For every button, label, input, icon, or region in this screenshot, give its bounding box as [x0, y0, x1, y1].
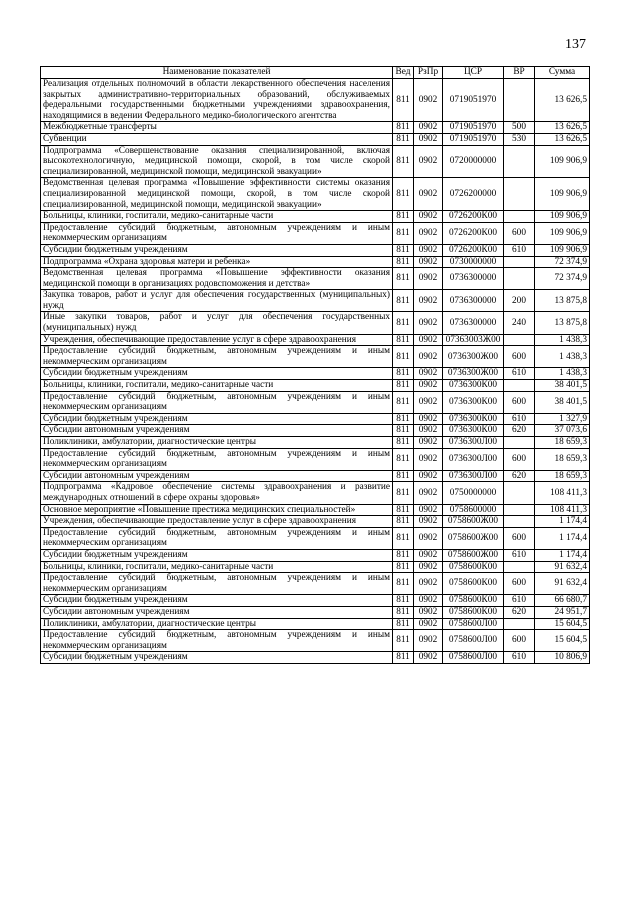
- cell-sum: 13 626,5: [535, 122, 590, 134]
- table-row: [41, 79, 590, 122]
- cell-ved: 811: [393, 380, 414, 392]
- table-row: [41, 618, 590, 630]
- cell-csr: 0736300К00: [443, 391, 504, 413]
- cell-ved: 811: [393, 312, 414, 334]
- table-row: [41, 256, 590, 268]
- cell-ved: 811: [393, 595, 414, 607]
- cell-sum: 91 632,4: [535, 561, 590, 573]
- cell-rzpr: 0902: [414, 368, 443, 380]
- cell-name: Предоставление субсидий бюджетным, автономным учреждениям и иным некоммерческим организациям: [41, 222, 393, 244]
- cell-csr: 0736300К00: [443, 425, 504, 437]
- table-row: [41, 504, 590, 516]
- cell-sum: 109 906,9: [535, 178, 590, 211]
- cell-rzpr: 0902: [414, 244, 443, 256]
- page-number: 137: [565, 37, 586, 52]
- cell-ved: 811: [393, 470, 414, 482]
- table-row: [41, 413, 590, 425]
- cell-csr: 0736300К00: [443, 413, 504, 425]
- cell-ved: 811: [393, 425, 414, 437]
- cell-csr: 0758600Ж00: [443, 549, 504, 561]
- table-row: [41, 561, 590, 573]
- table-row: [41, 380, 590, 392]
- cell-name: Предоставление субсидий бюджетным, автономным учреждениям и иным некоммерческим организациям: [41, 630, 393, 652]
- cell-csr: 0720000000: [443, 145, 504, 178]
- cell-vr: [504, 211, 535, 223]
- cell-sum: 37 073,6: [535, 425, 590, 437]
- table-row: [41, 122, 590, 134]
- cell-rzpr: 0902: [414, 133, 443, 145]
- cell-ved: 811: [393, 391, 414, 413]
- cell-rzpr: 0902: [414, 437, 443, 449]
- cell-sum: 1 438,3: [535, 346, 590, 368]
- cell-sum: 1 174,4: [535, 527, 590, 549]
- table-row: [41, 222, 590, 244]
- cell-sum: 13 875,8: [535, 290, 590, 312]
- cell-vr: 600: [504, 573, 535, 595]
- cell-vr: [504, 79, 535, 122]
- cell-rzpr: 0902: [414, 391, 443, 413]
- header-ved: Вед: [393, 67, 414, 79]
- budget-table: [40, 66, 590, 664]
- cell-csr: 0736300000: [443, 290, 504, 312]
- cell-csr: 0736300000: [443, 268, 504, 290]
- cell-name: Учреждения, обеспечивающие предоставление услуг в сфере здравоохранения: [41, 516, 393, 528]
- cell-rzpr: 0902: [414, 527, 443, 549]
- table-row: [41, 290, 590, 312]
- cell-ved: 811: [393, 561, 414, 573]
- cell-vr: 620: [504, 425, 535, 437]
- cell-vr: [504, 268, 535, 290]
- cell-csr: 0736300К00: [443, 380, 504, 392]
- cell-ved: 811: [393, 145, 414, 178]
- cell-rzpr: 0902: [414, 380, 443, 392]
- cell-ved: 811: [393, 178, 414, 211]
- cell-name: Подпрограмма «Кадровое обеспечение системы здравоохранения и развитие международных отношений в сфере охраны здоровья»: [41, 482, 393, 504]
- cell-vr: 600: [504, 222, 535, 244]
- cell-csr: 0758600К00: [443, 606, 504, 618]
- cell-vr: 620: [504, 470, 535, 482]
- cell-sum: 15 604,5: [535, 630, 590, 652]
- cell-vr: 610: [504, 595, 535, 607]
- table-row: [41, 312, 590, 334]
- cell-sum: 15 604,5: [535, 618, 590, 630]
- table-row: [41, 211, 590, 223]
- cell-vr: 240: [504, 312, 535, 334]
- cell-sum: 38 401,5: [535, 391, 590, 413]
- cell-name: Субсидии автономным учреждениям: [41, 425, 393, 437]
- cell-csr: 0736300Л00: [443, 437, 504, 449]
- cell-name: Предоставление субсидий бюджетным, автономным учреждениям и иным некоммерческим организациям: [41, 346, 393, 368]
- table-row: [41, 516, 590, 528]
- cell-vr: 600: [504, 527, 535, 549]
- cell-rzpr: 0902: [414, 346, 443, 368]
- cell-rzpr: 0902: [414, 425, 443, 437]
- cell-vr: [504, 178, 535, 211]
- cell-vr: 600: [504, 448, 535, 470]
- cell-rzpr: 0902: [414, 595, 443, 607]
- cell-rzpr: 0902: [414, 618, 443, 630]
- cell-ved: 811: [393, 334, 414, 346]
- cell-vr: 600: [504, 346, 535, 368]
- cell-name: Учреждения, обеспечивающие предоставление услуг в сфере здравоохранения: [41, 334, 393, 346]
- cell-vr: [504, 437, 535, 449]
- cell-name: Ведомственная целевая программа «Повышение эффективности системы оказания специализированной медицинской помощи, скорой, в том числе скорой специализированной, медицинской помощи, медицинской эвакуации»: [41, 178, 393, 211]
- cell-name: Поликлиники, амбулатории, диагностические центры: [41, 437, 393, 449]
- cell-csr: 0750000000: [443, 482, 504, 504]
- header-vr: ВР: [504, 67, 535, 79]
- cell-rzpr: 0902: [414, 630, 443, 652]
- cell-vr: 600: [504, 630, 535, 652]
- cell-name: Предоставление субсидий бюджетным, автономным учреждениям и иным некоммерческим организациям: [41, 391, 393, 413]
- cell-rzpr: 0902: [414, 504, 443, 516]
- cell-csr: 07363003Ж00: [443, 334, 504, 346]
- cell-vr: [504, 516, 535, 528]
- cell-rzpr: 0902: [414, 606, 443, 618]
- cell-vr: 620: [504, 606, 535, 618]
- cell-csr: 0758600Ж00: [443, 516, 504, 528]
- table-row: [41, 425, 590, 437]
- cell-rzpr: 0902: [414, 256, 443, 268]
- cell-csr: 0726200К00: [443, 211, 504, 223]
- cell-ved: 811: [393, 211, 414, 223]
- header-name: Наименование показателей: [41, 67, 393, 79]
- cell-rzpr: 0902: [414, 516, 443, 528]
- cell-csr: 0726200К00: [443, 222, 504, 244]
- table-row: [41, 437, 590, 449]
- cell-vr: [504, 145, 535, 178]
- cell-name: Закупка товаров, работ и услуг для обеспечения государственных (муниципальных) нужд: [41, 290, 393, 312]
- cell-csr: 0758600Л00: [443, 618, 504, 630]
- table-row: [41, 145, 590, 178]
- cell-ved: 811: [393, 606, 414, 618]
- cell-sum: 1 327,9: [535, 413, 590, 425]
- cell-vr: 610: [504, 244, 535, 256]
- cell-csr: 0736300Л00: [443, 448, 504, 470]
- cell-vr: [504, 561, 535, 573]
- table-row: [41, 346, 590, 368]
- cell-rzpr: 0902: [414, 290, 443, 312]
- cell-ved: 811: [393, 256, 414, 268]
- cell-ved: 811: [393, 504, 414, 516]
- table-row: [41, 133, 590, 145]
- cell-name: Субсидии автономным учреждениям: [41, 606, 393, 618]
- cell-sum: 72 374,9: [535, 256, 590, 268]
- header-sum: Сумма: [535, 67, 590, 79]
- cell-sum: 13 626,5: [535, 79, 590, 122]
- cell-sum: 18 659,3: [535, 448, 590, 470]
- cell-sum: 72 374,9: [535, 268, 590, 290]
- table-row: [41, 368, 590, 380]
- cell-rzpr: 0902: [414, 178, 443, 211]
- cell-ved: 811: [393, 573, 414, 595]
- table-row: [41, 178, 590, 211]
- table-row: [41, 334, 590, 346]
- cell-name: Больницы, клиники, госпитали, медико-санитарные части: [41, 380, 393, 392]
- cell-sum: 109 906,9: [535, 145, 590, 178]
- table-row: [41, 595, 590, 607]
- cell-sum: 10 806,9: [535, 652, 590, 664]
- cell-rzpr: 0902: [414, 482, 443, 504]
- cell-csr: 0758600К00: [443, 595, 504, 607]
- cell-vr: [504, 618, 535, 630]
- cell-csr: 0736300Ж00: [443, 368, 504, 380]
- cell-vr: [504, 256, 535, 268]
- cell-vr: 610: [504, 413, 535, 425]
- cell-sum: 24 951,7: [535, 606, 590, 618]
- cell-name: Межбюджетные трансферты: [41, 122, 393, 134]
- cell-name: Субсидии бюджетным учреждениям: [41, 244, 393, 256]
- cell-csr: 0736300Л00: [443, 470, 504, 482]
- table-body: [41, 79, 590, 664]
- cell-name: Больницы, клиники, госпитали, медико-санитарные части: [41, 211, 393, 223]
- cell-name: Субсидии бюджетным учреждениям: [41, 549, 393, 561]
- cell-sum: 91 632,4: [535, 573, 590, 595]
- cell-ved: 811: [393, 618, 414, 630]
- cell-name: Предоставление субсидий бюджетным, автономным учреждениям и иным некоммерческим организациям: [41, 448, 393, 470]
- cell-rzpr: 0902: [414, 222, 443, 244]
- cell-sum: 109 906,9: [535, 211, 590, 223]
- cell-vr: 610: [504, 549, 535, 561]
- cell-ved: 811: [393, 346, 414, 368]
- cell-rzpr: 0902: [414, 334, 443, 346]
- cell-csr: 0758600К00: [443, 561, 504, 573]
- cell-sum: 1 174,4: [535, 516, 590, 528]
- cell-csr: 0758600Л00: [443, 630, 504, 652]
- table-row: [41, 268, 590, 290]
- cell-ved: 811: [393, 413, 414, 425]
- cell-name: Основное мероприятие «Повышение престижа медицинских специальностей»: [41, 504, 393, 516]
- cell-vr: [504, 334, 535, 346]
- cell-csr: 0726200000: [443, 178, 504, 211]
- cell-csr: 0736300000: [443, 312, 504, 334]
- cell-sum: 1 174,4: [535, 549, 590, 561]
- cell-name: Субсидии бюджетным учреждениям: [41, 413, 393, 425]
- cell-ved: 811: [393, 516, 414, 528]
- cell-name: Предоставление субсидий бюджетным, автономным учреждениям и иным некоммерческим организациям: [41, 527, 393, 549]
- cell-rzpr: 0902: [414, 268, 443, 290]
- cell-csr: 0758600Л00: [443, 652, 504, 664]
- cell-vr: 610: [504, 368, 535, 380]
- cell-sum: 1 438,3: [535, 334, 590, 346]
- cell-csr: 0719051970: [443, 79, 504, 122]
- cell-ved: 811: [393, 549, 414, 561]
- cell-rzpr: 0902: [414, 470, 443, 482]
- cell-name: Субсидии бюджетным учреждениям: [41, 368, 393, 380]
- cell-rzpr: 0902: [414, 549, 443, 561]
- cell-rzpr: 0902: [414, 312, 443, 334]
- cell-sum: 13 875,8: [535, 312, 590, 334]
- cell-sum: 108 411,3: [535, 504, 590, 516]
- header-csr: ЦСР: [443, 67, 504, 79]
- cell-name: Субвенции: [41, 133, 393, 145]
- cell-name: Ведомственная целевая программа «Повышение эффективности оказания медицинской помощи в организациях родовспоможения и детства»: [41, 268, 393, 290]
- cell-name: Субсидии бюджетным учреждениям: [41, 595, 393, 607]
- cell-sum: 108 411,3: [535, 482, 590, 504]
- cell-name: Субсидии бюджетным учреждениям: [41, 652, 393, 664]
- cell-rzpr: 0902: [414, 211, 443, 223]
- table-row: [41, 470, 590, 482]
- cell-csr: 0758600Ж00: [443, 527, 504, 549]
- cell-rzpr: 0902: [414, 448, 443, 470]
- cell-ved: 811: [393, 290, 414, 312]
- cell-sum: 109 906,9: [535, 222, 590, 244]
- cell-name: Предоставление субсидий бюджетным, автономным учреждениям и иным некоммерческим организациям: [41, 573, 393, 595]
- cell-name: Подпрограмма «Охрана здоровья матери и ребенка»: [41, 256, 393, 268]
- cell-name: Иные закупки товаров, работ и услуг для обеспечения государственных (муниципальных) нужд: [41, 312, 393, 334]
- cell-name: Больницы, клиники, госпитали, медико-санитарные части: [41, 561, 393, 573]
- cell-ved: 811: [393, 244, 414, 256]
- table-row: [41, 630, 590, 652]
- table-row: [41, 527, 590, 549]
- cell-sum: 13 626,5: [535, 133, 590, 145]
- header-rzpr: РзПр: [414, 67, 443, 79]
- cell-csr: 0719051970: [443, 133, 504, 145]
- cell-csr: 0719051970: [443, 122, 504, 134]
- cell-rzpr: 0902: [414, 122, 443, 134]
- cell-sum: 18 659,3: [535, 437, 590, 449]
- cell-csr: 0726200К00: [443, 244, 504, 256]
- cell-vr: 500: [504, 122, 535, 134]
- cell-vr: 600: [504, 391, 535, 413]
- cell-ved: 811: [393, 437, 414, 449]
- cell-ved: 811: [393, 652, 414, 664]
- cell-vr: 200: [504, 290, 535, 312]
- table-row: [41, 448, 590, 470]
- cell-vr: 610: [504, 652, 535, 664]
- cell-csr: 0736300Ж00: [443, 346, 504, 368]
- cell-name: Реализация отдельных полномочий в области лекарственного обеспечения населения закрытых административно-территориальных образований, обслуживаемых федеральными государственными бюджетными учреждениями здравоохранения, находящимися в ведении Федерального медико-биологического агентства: [41, 79, 393, 122]
- cell-rzpr: 0902: [414, 561, 443, 573]
- cell-vr: [504, 482, 535, 504]
- cell-ved: 811: [393, 368, 414, 380]
- cell-ved: 811: [393, 122, 414, 134]
- cell-ved: 811: [393, 222, 414, 244]
- cell-csr: 0758600000: [443, 504, 504, 516]
- cell-rzpr: 0902: [414, 145, 443, 178]
- cell-name: Субсидии автономным учреждениям: [41, 470, 393, 482]
- cell-rzpr: 0902: [414, 413, 443, 425]
- cell-vr: 530: [504, 133, 535, 145]
- table-header-row: [41, 67, 590, 79]
- cell-ved: 811: [393, 482, 414, 504]
- table-row: [41, 244, 590, 256]
- cell-csr: 0758600К00: [443, 573, 504, 595]
- table-row: [41, 606, 590, 618]
- cell-ved: 811: [393, 79, 414, 122]
- cell-sum: 109 906,9: [535, 244, 590, 256]
- cell-ved: 811: [393, 527, 414, 549]
- table-row: [41, 573, 590, 595]
- cell-name: Подпрограмма «Совершенствование оказания специализированной, включая высокотехнологичную, медицинской помощи, скорой, в том числе скорой специализированной, медицинской помощи, медицинской эвакуации»: [41, 145, 393, 178]
- table-row: [41, 391, 590, 413]
- cell-rzpr: 0902: [414, 573, 443, 595]
- cell-ved: 811: [393, 630, 414, 652]
- cell-rzpr: 0902: [414, 79, 443, 122]
- cell-ved: 811: [393, 268, 414, 290]
- table-row: [41, 549, 590, 561]
- cell-ved: 811: [393, 448, 414, 470]
- cell-sum: 38 401,5: [535, 380, 590, 392]
- cell-sum: 1 438,3: [535, 368, 590, 380]
- table-row: [41, 652, 590, 664]
- cell-ved: 811: [393, 133, 414, 145]
- table-row: [41, 482, 590, 504]
- cell-sum: 66 680,7: [535, 595, 590, 607]
- cell-rzpr: 0902: [414, 652, 443, 664]
- cell-vr: [504, 380, 535, 392]
- cell-vr: [504, 504, 535, 516]
- cell-name: Поликлиники, амбулатории, диагностические центры: [41, 618, 393, 630]
- cell-csr: 0730000000: [443, 256, 504, 268]
- cell-sum: 18 659,3: [535, 470, 590, 482]
